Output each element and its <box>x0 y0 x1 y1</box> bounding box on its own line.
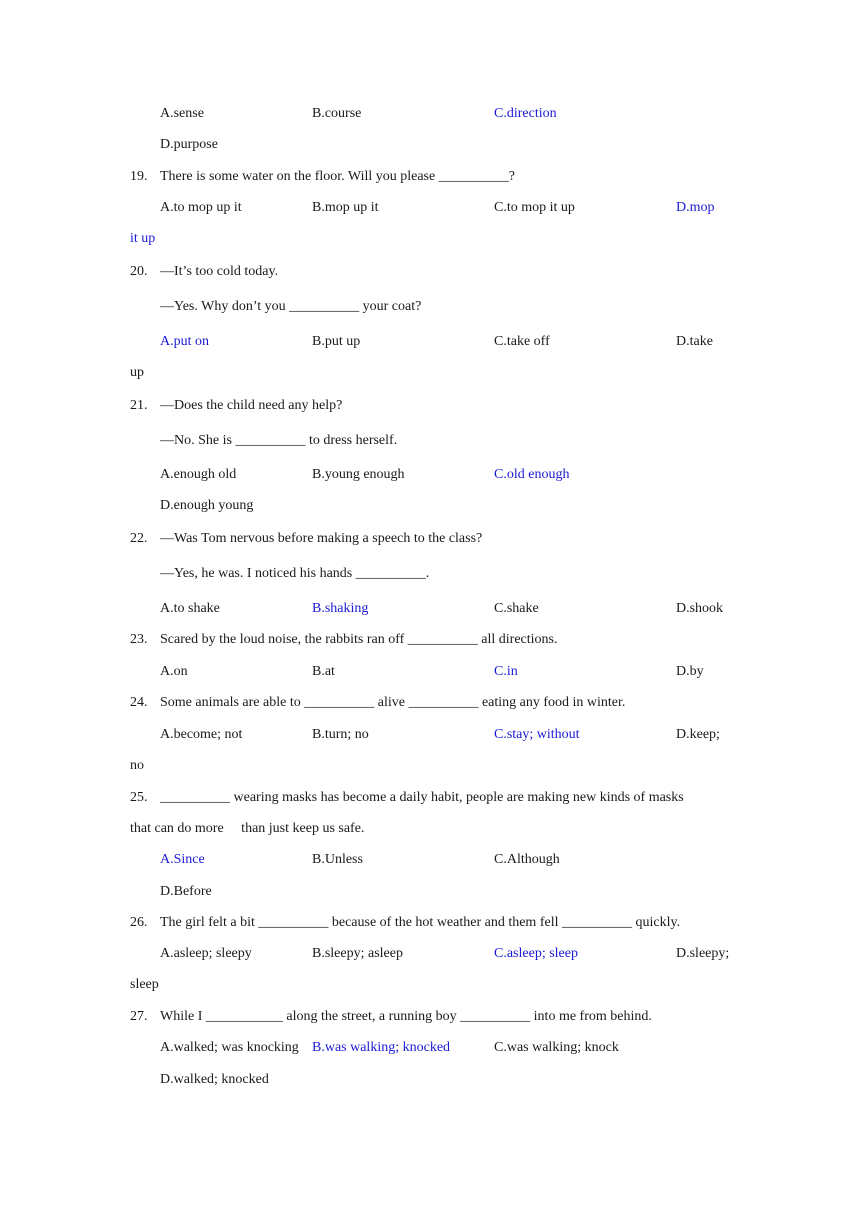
q21-number: 21. <box>130 398 148 413</box>
q25-option-d: D.Before <box>160 884 212 899</box>
q25-stem-continued: that can do more than just keep us safe. <box>130 821 365 836</box>
q24-stem: Some animals are able to __________ alive __________ eating any food in winter. <box>160 695 626 710</box>
q20-option-c: C.take off <box>494 334 550 349</box>
q24-option-a: A.become; not <box>160 727 243 742</box>
q27-option-a: A.walked; was knocking <box>160 1040 299 1055</box>
q26-option-a: A.asleep; sleepy <box>160 946 252 961</box>
q22-line1: —Was Tom nervous before making a speech to the class? <box>160 531 483 546</box>
q19-option-c: C.to mop it up <box>494 200 575 215</box>
q24-option-c: C.stay; without <box>494 727 580 742</box>
q19-option-a: A.to mop up it <box>160 200 242 215</box>
q27-option-b: B.was walking; knocked <box>312 1040 451 1055</box>
q19-option-d: D.mop <box>676 200 715 215</box>
q26-option-c: C.asleep; sleep <box>494 946 578 961</box>
q20-number: 20. <box>130 264 148 279</box>
q25-option-b: B.Unless <box>312 852 363 867</box>
q21-option-b: B.young enough <box>312 467 405 482</box>
q19-option-b: B.mop up it <box>312 200 379 215</box>
q22-number: 22. <box>130 531 148 546</box>
q22-option-a: A.to shake <box>160 601 220 616</box>
q25-stem: __________ wearing masks has become a daily habit, people are making new kinds of masks <box>160 790 684 805</box>
q23-option-c: C.in <box>494 664 518 679</box>
q19-number: 19. <box>130 169 148 184</box>
q20-line1: —It’s too cold today. <box>160 264 279 279</box>
q25-option-c: C.Although <box>494 852 560 867</box>
q24-number: 24. <box>130 695 148 710</box>
q26-option-d: D.sleepy; <box>676 946 730 961</box>
q18-option-b: B.course <box>312 106 362 121</box>
q20-option-d-wrap: up <box>130 365 144 380</box>
q27-number: 27. <box>130 1009 148 1024</box>
q20-option-b: B.put up <box>312 334 361 349</box>
q26-option-d-wrap: sleep <box>130 977 159 992</box>
q18-option-c: C.direction <box>494 106 557 121</box>
q21-option-a: A.enough old <box>160 467 237 482</box>
q23-option-b: B.at <box>312 664 335 679</box>
q22-option-b: B.shaking <box>312 601 369 616</box>
q22-line2: —Yes, he was. I noticed his hands __________. <box>160 566 430 581</box>
q21-line2: —No. She is __________ to dress herself. <box>160 433 398 448</box>
q27-stem: While I ___________ along the street, a running boy __________ into me from behind. <box>160 1009 652 1024</box>
q21-option-c: C.old enough <box>494 467 570 482</box>
q23-stem: Scared by the loud noise, the rabbits ran off __________ all directions. <box>160 632 558 647</box>
q22-option-c: C.shake <box>494 601 539 616</box>
q23-number: 23. <box>130 632 148 647</box>
q18-option-a: A.sense <box>160 106 204 121</box>
q26-number: 26. <box>130 915 148 930</box>
q20-line2: —Yes. Why don’t you __________ your coat? <box>160 299 422 314</box>
q21-line1: —Does the child need any help? <box>160 398 343 413</box>
q20-option-d: D.take <box>676 334 713 349</box>
q24-option-d-wrap: no <box>130 758 144 773</box>
q20-option-a: A.put on <box>160 334 209 349</box>
q18-option-d: D.purpose <box>160 137 218 152</box>
q27-option-d: D.walked; knocked <box>160 1072 269 1087</box>
q22-option-d: D.shook <box>676 601 724 616</box>
q19-stem: There is some water on the floor. Will you please __________? <box>160 169 515 184</box>
q25-option-a: A.Since <box>160 852 205 867</box>
q23-option-d: D.by <box>676 664 704 679</box>
q23-option-a: A.on <box>160 664 188 679</box>
q21-option-d: D.enough young <box>160 498 254 513</box>
q24-option-d: D.keep; <box>676 727 720 742</box>
q27-option-c: C.was walking; knock <box>494 1040 619 1055</box>
q25-number: 25. <box>130 790 148 805</box>
q24-option-b: B.turn; no <box>312 727 369 742</box>
q26-stem: The girl felt a bit __________ because of the hot weather and them fell __________ quickly. <box>160 915 681 930</box>
q26-option-b: B.sleepy; asleep <box>312 946 403 961</box>
q19-option-d-wrap: it up <box>130 231 156 246</box>
